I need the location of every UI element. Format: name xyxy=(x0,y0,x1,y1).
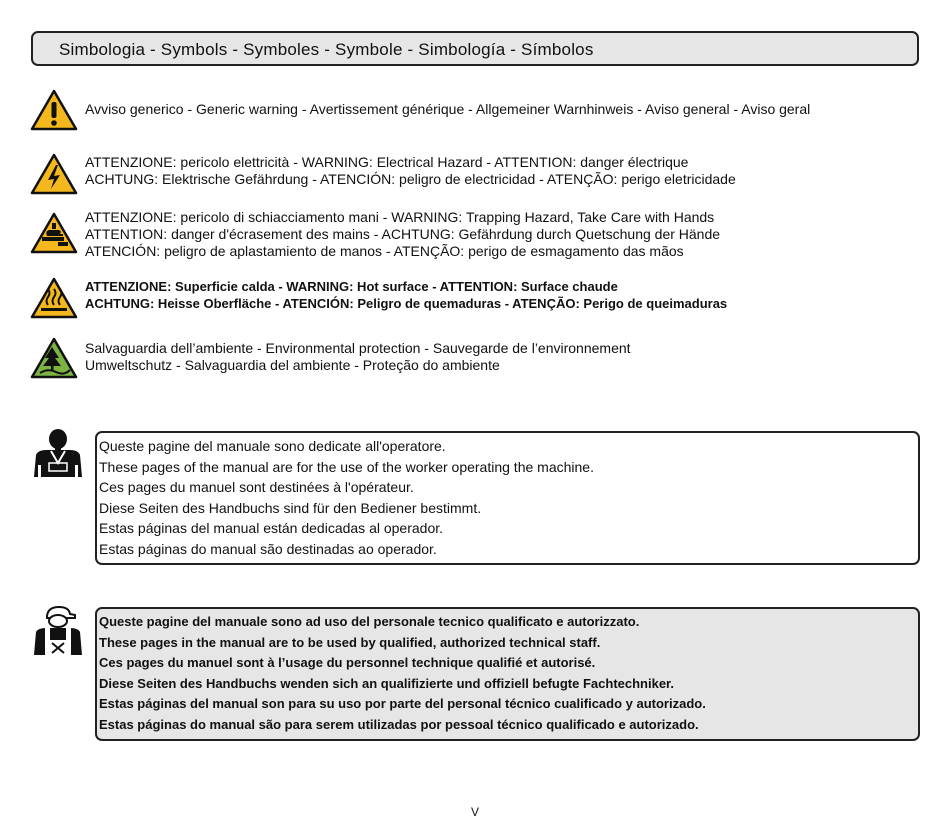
operator-info-box xyxy=(95,431,920,565)
page-title: Simbologia - Symbols - Symboles - Symbole - Simbología - Símbolos xyxy=(59,40,594,59)
technician-line: Diese Seiten des Handbuchs wenden sich an qualifizierte und offiziell befugte Fachtechniker. xyxy=(99,675,675,691)
symbol-text xyxy=(85,340,631,374)
technician-line: Estas páginas del manual son para su uso por parte del personal técnico cualificado y autorizado. xyxy=(99,696,706,712)
technician-info-box xyxy=(95,607,920,741)
technician-line: Queste pagine del manuale sono ad uso del personale tecnico qualificato e autorizzato. xyxy=(99,614,640,629)
symbol-line: Avviso generico - Generic warning - Avertissement générique - Allgemeiner Warnhinweis - Aviso general - Aviso geral xyxy=(85,101,811,117)
page-number: V xyxy=(470,805,479,819)
symbol-text xyxy=(85,101,810,118)
header-bar xyxy=(31,31,919,66)
environmental-protection-icon xyxy=(30,336,78,380)
symbol-line: ATTENTION: danger d'écrasement des mains - ACHTUNG: Gefährdung durch Quetschung der Hände xyxy=(85,225,721,242)
symbol-line: ATENCIÓN: peligro de aplastamiento de manos - ATENÇÃO: perigo de esmagamento das mãos xyxy=(85,242,684,259)
operator-icon xyxy=(32,429,84,479)
technician-icon xyxy=(32,606,84,656)
symbol-text xyxy=(85,278,727,312)
hand-crush-hazard-icon xyxy=(30,211,78,255)
symbol-line: Salvaguardia dell’ambiente - Environmental protection - Sauvegarde de l’environnement xyxy=(85,340,631,356)
hot-surface-icon xyxy=(30,276,78,320)
symbol-line: ACHTUNG: Elektrische Gefährdung - ATENCIÓN: peligro de electricidad - ATENÇÃO: perigo eletricidade xyxy=(85,170,736,187)
symbol-line: Umweltschutz - Salvaguardia del ambiente - Proteção do ambiente xyxy=(85,356,500,373)
symbol-text xyxy=(85,154,736,188)
operator-line: These pages of the manual are for the use of the worker operating the machine. xyxy=(99,458,594,475)
operator-line: Estas páginas do manual são destinadas ao operador. xyxy=(99,540,437,557)
symbol-line: ATTENZIONE: pericolo di schiacciamento mani - WARNING: Trapping Hazard, Take Care with Hands xyxy=(85,209,715,225)
symbol-line: ACHTUNG: Heisse Oberfläche - ATENCIÓN: Peligro de quemaduras - ATENÇÃO: Perigo de queimaduras xyxy=(85,296,728,311)
symbol-line: ATTENZIONE: Superficie calda - WARNING: Hot surface - ATTENTION: Surface chaude xyxy=(85,279,618,294)
symbol-line: ATTENZIONE: pericolo elettricità - WARNING: Electrical Hazard - ATTENTION: danger électrique xyxy=(85,154,689,170)
general-warning-icon xyxy=(30,88,78,132)
electrical-hazard-icon xyxy=(30,152,78,196)
symbol-text xyxy=(85,209,720,259)
operator-line: Queste pagine del manuale sono dedicate all'operatore. xyxy=(99,438,446,454)
operator-line: Diese Seiten des Handbuchs sind für den Bediener bestimmt. xyxy=(99,499,482,516)
technician-line: Estas páginas do manual são para serem utilizadas por pessoal técnico qualificado e autorizado. xyxy=(99,716,699,732)
technician-line: These pages in the manual are to be used by qualified, authorized technical staff. xyxy=(99,634,601,650)
operator-line: Ces pages du manuel sont destinées à l'opérateur. xyxy=(99,479,414,496)
technician-line: Ces pages du manuel sont à l’usage du personnel technique qualifié et autorisé. xyxy=(99,655,596,671)
operator-line: Estas páginas del manual están dedicadas al operador. xyxy=(99,520,444,537)
